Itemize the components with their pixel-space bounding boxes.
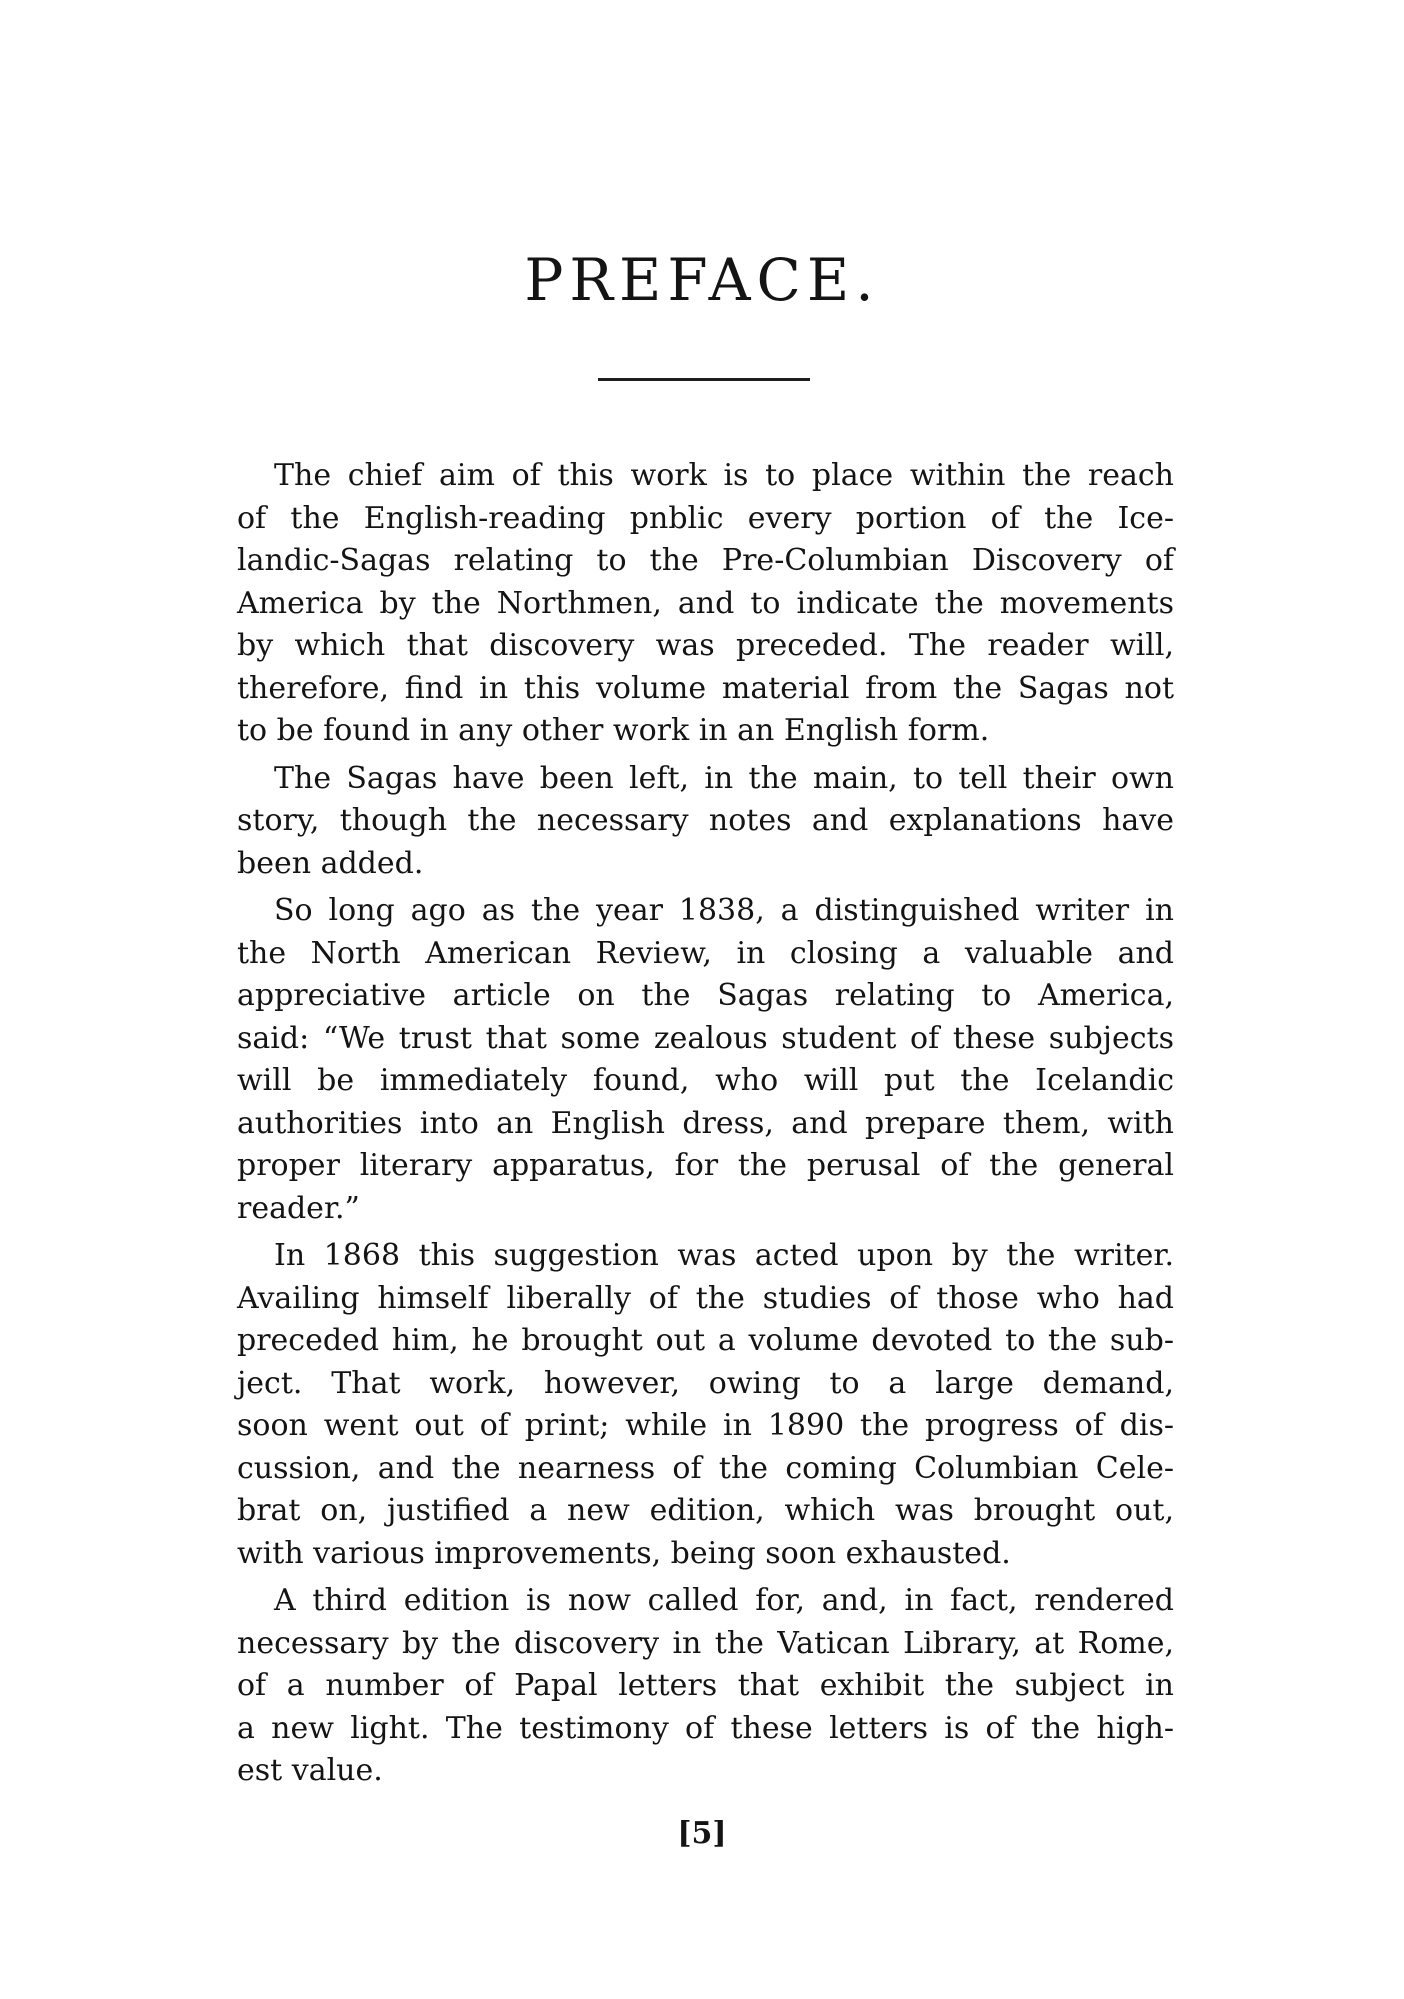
- text-line: of the English-reading pnblic every portion of the Ice-: [237, 500, 1174, 536]
- text-line: soon went out of print; while in 1890 the progress of dis-: [237, 1408, 1174, 1443]
- text-line: authorities into an English dress, and prepare them, with: [237, 1105, 1174, 1141]
- text-line: proper literary apparatus, for the perusal of the general: [237, 1148, 1174, 1183]
- text-line: The chief aim of this work is to place within the reach: [274, 458, 1174, 493]
- text-line: A third edition is now called for, and, in fact, rendered: [274, 1583, 1174, 1618]
- text-line: therefore, find in this volume material from the Sagas not: [237, 670, 1174, 706]
- paragraph: [237, 455, 1174, 753]
- text-line: will be immediately found, who will put the Icelandic: [237, 1063, 1174, 1098]
- text-line: to be found in any other work in an English form.: [237, 713, 990, 748]
- text-line: story, though the necessary notes and explanations have: [237, 803, 1174, 838]
- text-line: of a number of Papal letters that exhibit the subject in: [237, 1668, 1174, 1703]
- text-line: preceded him, he brought out a volume devoted to the sub-: [237, 1323, 1174, 1358]
- text-line: cussion, and the nearness of the coming Columbian Cele-: [237, 1450, 1174, 1486]
- text-line: the North American Review, in closing a valuable and: [237, 935, 1174, 971]
- text-line: with various improvements, being soon exhausted.: [237, 1535, 1011, 1571]
- text-line: said: “We trust that some zealous student of these subjects: [237, 1020, 1174, 1056]
- paragraph: [237, 1580, 1174, 1793]
- preface-body: [237, 455, 1174, 1793]
- text-line: landic-Sagas relating to the Pre-Columbian Discovery of: [237, 543, 1174, 578]
- paragraph: [237, 890, 1174, 1230]
- text-line: appreciative article on the Sagas relating to America,: [237, 978, 1174, 1013]
- text-line: reader.”: [237, 1190, 360, 1226]
- text-line: brat on, justified a new edition, which was brought out,: [237, 1493, 1174, 1528]
- paragraph: [237, 758, 1174, 886]
- page-number: [5]: [677, 1816, 727, 1851]
- text-line: been added.: [237, 845, 424, 881]
- text-line: a new light. The testimony of these letters is of the high-: [237, 1710, 1174, 1746]
- text-line: The Sagas have been left, in the main, to tell their own: [274, 760, 1174, 796]
- title-divider: [598, 378, 810, 381]
- text-line: America by the Northmen, and to indicate the movements: [237, 585, 1174, 621]
- text-line: necessary by the discovery in the Vatican Library, at Rome,: [237, 1625, 1174, 1661]
- text-line: ject. That work, however, owing to a large demand,: [237, 1365, 1174, 1401]
- text-line: In 1868 this suggestion was acted upon by the writer.: [274, 1238, 1174, 1273]
- text-line: Availing himself liberally of the studies of those who had: [237, 1280, 1174, 1316]
- text-line: est value.: [237, 1753, 383, 1788]
- paragraph: [237, 1235, 1174, 1575]
- text-line: So long ago as the year 1838, a distinguished writer in: [274, 893, 1174, 928]
- text-line: by which that discovery was preceded. The reader will,: [237, 628, 1174, 663]
- page-title: PREFACE.: [524, 246, 880, 314]
